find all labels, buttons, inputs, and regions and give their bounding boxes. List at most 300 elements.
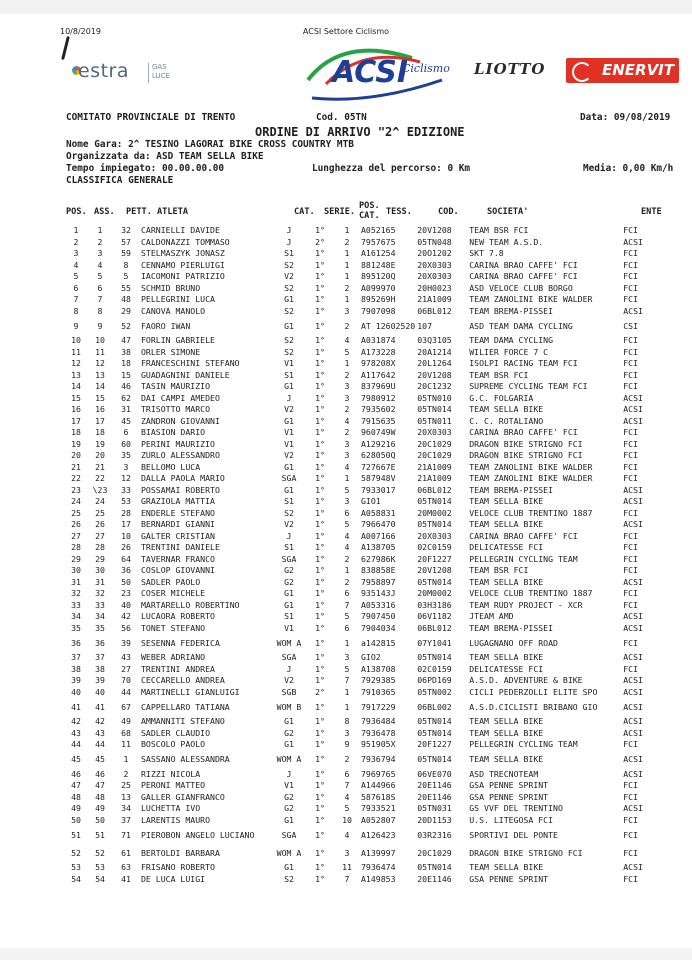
cell-cod: 20V1208 [417,369,452,380]
cell-tess: A129216 [361,438,396,449]
cell-cod: 20H0023 [417,282,452,293]
cell-pett: 56 [121,622,131,633]
cell-cod: 06V1182 [417,611,452,622]
cell-cat: G1 [284,716,294,727]
cell-pos: 3 [73,248,79,259]
cell-cat: G2 [284,803,294,814]
cell-cat: G1 [284,484,294,495]
cell-atleta: IACOMONI PATRIZIO [141,271,225,282]
cell-pos: 6 [73,282,79,293]
cell-ente: ACSI [623,716,643,727]
cell-cat: S1 [284,542,294,553]
table-row [64,347,656,359]
cell-ass: 30 [95,565,105,576]
cell-pos: 26 [71,519,81,530]
cell-ass: 54 [95,873,105,884]
cell-pett: 45 [121,415,131,426]
cell-pos: 17 [71,415,81,426]
cell-serie: 2° [315,686,325,697]
cell-cat: S1 [284,496,294,507]
cell-atleta: POSSAMAI ROBERTO [141,484,220,495]
cell-serie: 1° [315,622,325,633]
cell-poscat: 7 [344,873,350,884]
cell-serie: 1° [315,530,325,541]
cell-ente: FCI [623,346,639,357]
cell-poscat: 10 [342,814,352,825]
cell-cod: 06VE070 [417,768,452,779]
cell-ente: ACSI [623,519,643,530]
cell-serie: 1° [315,675,325,686]
cell-pett: 38 [121,346,131,357]
cell-atleta: TASIN MAURIZIO [141,381,211,392]
cell-tess: 7936794 [361,754,396,764]
table-row [64,306,656,318]
cell-atleta: GRAZIOLA MATTIA [141,496,215,507]
cell-atleta: BOSCOLO PAOLO [141,739,206,750]
cell-poscat: 3 [344,727,350,738]
cell-pett: 50 [121,576,131,587]
table-row [64,496,656,508]
cell-tess: 7933017 [361,484,396,495]
table-row [64,554,656,566]
cell-societa: TEAM RUDY PROJECT - XCR [469,599,583,610]
cell-poscat: 6 [344,588,350,599]
cell-ente: FCI [623,814,639,825]
cell-atleta: LUCHETTA IVO [141,803,201,814]
cell-poscat: 5 [344,803,350,814]
cell-tess: 895120Q [361,271,396,282]
cell-pos: 22 [71,473,81,484]
table-row [64,427,656,439]
cell-serie: 1° [315,335,325,346]
cell-atleta: LUCAORA ROBERTO [141,611,215,622]
estra-sub-luce: LUCE [152,72,170,80]
cell-cod: 20E1146 [417,791,452,802]
cell-poscat: 2 [344,427,350,438]
cell-ente: FCI [623,588,639,599]
cell-societa: C. C. ROTALIANO [469,415,544,426]
cell-pos: 34 [71,611,81,622]
table-row [64,485,656,497]
cell-pos: 21 [71,461,81,472]
cell-societa: TEAM SELLA BIKE [469,576,544,587]
cell-tess: A144966 [361,780,396,791]
cell-pos: 48 [71,791,81,802]
cell-ente: FCI [623,553,639,564]
cell-atleta: ZURLO ALESSANDRO [141,450,220,461]
cell-ass: 40 [95,686,105,697]
cell-atleta: DE LUCA LUIGI [141,873,206,884]
table-row [64,519,656,531]
cell-pett: 70 [121,675,131,686]
cell-societa: CARINA BRAO CAFFE' FCI [469,271,578,282]
cell-tess: A007166 [361,530,396,541]
cell-pett: 41 [121,873,131,884]
cell-poscat: 6 [344,622,350,633]
cell-atleta: ORLER SIMONE [141,346,201,357]
cell-poscat: 1 [344,358,350,369]
cell-cat: J [286,768,292,779]
cell-cod: 20X0303 [417,259,452,270]
cell-ente: ACSI [623,236,643,247]
cell-cat: V1 [284,780,294,791]
cell-tess: 951905X [361,739,396,750]
cell-societa: TEAM SELLA BIKE [469,404,544,415]
cell-societa: TEAM BREMA-PISSEI [469,305,554,316]
cell-pett: 11 [121,739,131,750]
cell-societa: G.C. FOLGARIA [469,392,534,403]
cell-societa: GSA PENNE SPRINT [469,873,549,884]
col-poscat-line2: CAT. [359,211,380,221]
table-row [64,769,656,781]
cell-societa: PELLEGRIN CYCLING TEAM [469,739,578,750]
cell-tess: 935143J [361,588,396,599]
cell-tess: A126423 [361,829,396,840]
cell-serie: 1° [315,461,325,472]
cell-ente: FCI [623,271,639,282]
cell-pett: 12 [121,473,131,484]
cell-ente: FCI [623,530,639,541]
cell-atleta: SESENNA FEDERICA [141,637,220,648]
results-table [64,225,656,885]
cell-atleta: MARTARELLO ROBERTINO [141,599,240,610]
cell-serie: 1° [315,404,325,415]
cell-cod: 20C1029 [417,438,452,449]
cell-atleta: ENDERLE STEFANO [141,507,215,518]
cell-societa: TEAM BSR FCI [469,369,529,380]
cell-ente: ACSI [623,404,643,415]
cell-pos: 37 [71,652,81,663]
cell-atleta: CARNIELLI DAVIDE [141,225,220,236]
cell-cat: V1 [284,358,294,369]
cell-pos: 35 [71,622,81,633]
cell-cat: G1 [284,599,294,610]
cell-cod: 20X0303 [417,271,452,282]
cell-cod: 06BL012 [417,305,452,316]
cell-ass: 9 [97,320,103,331]
cell-cod: 20F1227 [417,739,452,750]
table-row [64,780,656,792]
cell-poscat: 1 [344,701,350,712]
cell-atleta: SCHMID BRUNO [141,282,201,293]
cell-cod: 20E1146 [417,780,452,791]
cell-pett: 3 [123,461,129,472]
cell-ass: 34 [95,611,105,622]
bottom-strip [0,948,692,960]
cell-cat: SGA [281,829,297,840]
cell-ente: FCI [623,829,639,840]
cell-pos: 8 [73,305,79,316]
table-row [64,664,656,676]
cell-tess: 837969U [361,381,396,392]
cell-serie: 1° [315,358,325,369]
cell-poscat: 1 [344,259,350,270]
cell-pos: 24 [71,496,81,507]
cell-ente: ACSI [623,768,643,779]
cell-pett: 49 [121,716,131,727]
cell-atleta: FRANCESCHINI STEFANO [141,358,240,369]
cell-serie: 1° [315,507,325,518]
acsi-logo-word: ACSI [332,55,409,90]
cell-pett: 67 [121,701,131,712]
cell-atleta: BIASION DARIO [141,427,206,438]
cell-poscat: 1 [344,271,350,282]
cell-cat: WOM B [276,701,302,712]
cell-societa: TEAM SELLA BIKE [469,519,544,530]
cell-atleta: COSER MICHELE [141,588,206,599]
cell-poscat: 3 [344,381,350,392]
cell-cat: G2 [284,565,294,576]
cell-cod: 20X0303 [417,427,452,438]
cell-tess: 7936478 [361,727,396,738]
col-poscat-line1: POS. [359,201,380,211]
cell-cat: J [286,530,292,541]
cell-cat: S1 [284,369,294,380]
cell-cod: 05TN014 [417,519,452,530]
cell-ente: ACSI [623,611,643,622]
cell-ass: 8 [97,305,103,316]
cell-pos: 12 [71,358,81,369]
cell-societa: A.S.D. ADVENTURE & BIKE [469,675,583,686]
cell-pos: 49 [71,803,81,814]
cell-atleta: GALTER CRISTIAN [141,530,215,541]
cell-ass: 32 [95,588,105,599]
cell-pos: 33 [71,599,81,610]
cell-serie: 1° [315,484,325,495]
cell-ass: 15 [95,392,105,403]
cell-pett: 28 [121,507,131,518]
table-row [64,675,656,687]
cell-poscat: 7 [344,675,350,686]
cell-cod: 05TN014 [417,496,452,507]
cell-ass: 48 [95,791,105,802]
cell-serie: 1° [315,294,325,305]
cell-societa: SUPREME CYCLING TEAM FCI [469,381,588,392]
cell-cod: 05TN002 [417,686,452,697]
cell-cat: V2 [284,404,294,415]
cell-poscat: 5 [344,611,350,622]
race-date: Data: 09/08/2019 [580,112,671,123]
cell-pos: 42 [71,716,81,727]
cell-pos: 44 [71,739,81,750]
cell-pos: 19 [71,438,81,449]
table-row [64,634,656,652]
cell-atleta: RIZZI NICOLA [141,768,201,779]
cell-ente: FCI [623,473,639,484]
cell-ente: FCI [623,542,639,553]
cell-ass: 22 [95,473,105,484]
cell-pett: 15 [121,369,131,380]
cell-pos: 30 [71,565,81,576]
cell-poscat: 1 [344,637,350,648]
table-row [64,698,656,716]
cell-ente: FCI [623,248,639,259]
cell-tess: 7910365 [361,686,396,697]
cell-ass: 17 [95,415,105,426]
cell-ass: 37 [95,652,105,663]
cell-ass: 20 [95,450,105,461]
table-row [64,248,656,260]
cell-cat: G2 [284,791,294,802]
cell-tess: 960749W [361,427,396,438]
table-row [64,792,656,804]
cell-atleta: DALLA PAOLA MARIO [141,473,225,484]
cell-cat: S2 [284,346,294,357]
cell-cat: S2 [284,335,294,346]
cell-tess: A052165 [361,225,396,236]
cell-atleta: BERNARDI GIANNI [141,519,215,530]
enervit-logo-word: ENERVIT [601,61,674,79]
cell-pos: 14 [71,381,81,392]
cell-ente: FCI [623,369,639,380]
cell-pett: 64 [121,553,131,564]
cell-pos: 50 [71,814,81,825]
cell-ass: 24 [95,496,105,507]
cell-cod: 05TN014 [417,862,452,873]
cell-serie: 1° [315,271,325,282]
cell-societa: CARINA BRAO CAFFE' FCI [469,530,578,541]
cell-pett: 59 [121,248,131,259]
cell-serie: 1° [315,381,325,392]
cell-serie: 1° [315,496,325,507]
cell-pos: 18 [71,427,81,438]
cell-cat: SGA [281,652,297,663]
cell-societa: GS VVF DEL TRENTINO [469,803,563,814]
table-row [64,358,656,370]
cell-societa: TEAM SELLA BIKE [469,496,544,507]
cell-pett: 48 [121,294,131,305]
cell-societa: VELOCE CLUB TRENTINO 1887 [469,588,593,599]
cell-pos: 7 [73,294,79,305]
cell-serie: 1° [315,392,325,403]
cell-atleta: TONET STEFANO [141,622,206,633]
cell-ass: 27 [95,530,105,541]
cell-atleta: TAVERNAR FRANCO [141,553,215,564]
cell-societa: NEW TEAM A.S.D. [469,236,544,247]
cell-tess: 7907098 [361,305,396,316]
cell-poscat: 4 [344,791,350,802]
cell-tess: GIO1 [361,496,381,507]
cell-ass: 3 [97,248,103,259]
cell-atleta: CANOVA MANOLO [141,305,206,316]
race-code: Cod. 05TN [316,112,367,123]
cell-pett: 40 [121,599,131,610]
cell-serie: 1° [315,519,325,530]
cell-pos: 51 [71,829,81,840]
cell-cat: S2 [284,305,294,316]
cell-tess: 7917229 [361,701,396,712]
cell-cod: 03H3186 [417,599,452,610]
cell-serie: 1° [315,739,325,750]
cell-ente: FCI [623,381,639,392]
cell-ente: ACSI [623,727,643,738]
cell-societa: TEAM BSR FCI [469,225,529,236]
cell-ass: 33 [95,599,105,610]
cell-ass: 41 [95,701,105,712]
cell-ente: FCI [623,780,639,791]
cell-tess: 7907450 [361,611,396,622]
cell-ass: 35 [95,622,105,633]
cell-poscat: 1 [344,225,350,236]
cell-ass: 12 [95,358,105,369]
cell-serie: 1° [315,542,325,553]
cell-ass: 46 [95,768,105,779]
cell-cod: 20M0002 [417,507,452,518]
cell-ente: ACSI [623,484,643,495]
cell-ass: 42 [95,716,105,727]
cell-serie: 1° [315,346,325,357]
cell-ass: 19 [95,438,105,449]
cell-ass: 7 [97,294,103,305]
course-length: Lunghezza del percorso: 0 Km [312,163,471,174]
cell-poscat: 3 [344,438,350,449]
cell-tess: 7957675 [361,236,396,247]
cell-poscat: 1 [344,294,350,305]
cell-ente: FCI [623,450,639,461]
cell-cod: 21A1009 [417,473,452,484]
cell-societa: TEAM BREMA-PISSEI [469,484,554,495]
cell-tess: 838858E [361,565,396,576]
cell-ass: 13 [95,369,105,380]
cell-ente: ACSI [623,576,643,587]
cell-ass: 36 [95,637,105,648]
cell-societa: TEAM SELLA BIKE [469,862,544,873]
cell-cod: 05TN014 [417,716,452,727]
cell-poscat: 2 [344,404,350,415]
cell-poscat: 2 [344,553,350,564]
cell-ente: ACSI [623,754,643,764]
cell-poscat: 5 [344,519,350,530]
cell-ente: ACSI [623,415,643,426]
cell-atleta: COSLOP GIOVANNI [141,565,215,576]
cell-ente: ACSI [623,496,643,507]
cell-ente: ACSI [623,305,643,316]
cell-serie: 1° [315,652,325,663]
cell-ente: FCI [623,282,639,293]
table-row [64,728,656,740]
cell-pett: 32 [121,225,131,236]
cell-atleta: SASSANO ALESSANDRA [141,754,230,764]
cell-poscat: 4 [344,415,350,426]
table-row [64,271,656,283]
cell-ente: ACSI [623,622,643,633]
cell-pett: 34 [121,803,131,814]
cell-cat: WOM A [276,754,302,764]
cell-cod: 05TN014 [417,727,452,738]
cell-poscat: 1 [344,473,350,484]
cell-societa: TEAM SELLA BIKE [469,727,544,738]
cell-cat: V2 [284,450,294,461]
cell-ass: 43 [95,727,105,738]
cell-serie: 1° [315,862,325,873]
cell-pos: 10 [71,335,81,346]
cell-poscat: 3 [344,847,350,858]
cell-serie: 1° [315,814,325,825]
cell-pett: 2 [123,768,129,779]
cell-pos: 39 [71,675,81,686]
cell-pett: 5 [123,271,129,282]
cell-pos: 28 [71,542,81,553]
cell-ente: FCI [623,358,639,369]
col-poscat [359,201,380,221]
cell-cat: G1 [284,461,294,472]
cell-tess: 7936474 [361,862,396,873]
cell-ente: FCI [623,873,639,884]
cell-tess: 7969765 [361,768,396,779]
cell-cat: G1 [284,320,294,331]
cell-pos: 45 [71,754,81,764]
cell-pos: 5 [73,271,79,282]
